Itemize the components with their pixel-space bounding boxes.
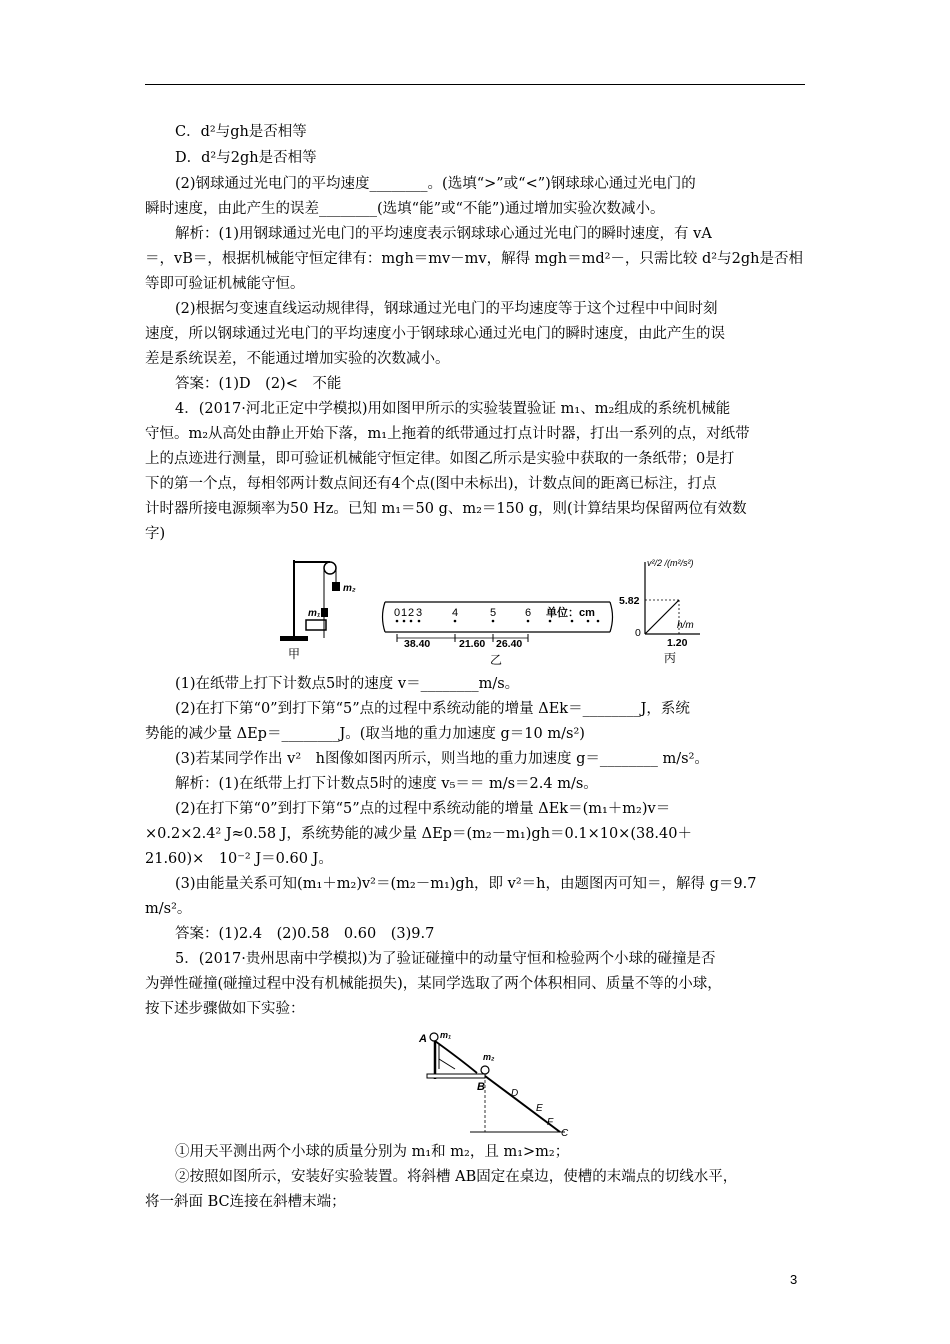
step-line: 将一斜面 BC连接在斜槽末端；	[145, 1194, 346, 1210]
x-axis-label: h/m	[677, 620, 694, 631]
y-axis-label: v²/2 /(m²/s²)	[647, 558, 694, 568]
label-A: A	[419, 1033, 427, 1045]
question-line: 瞬时速度，由此产生的误差________(选填“能”或“不能”)通过增加实验次数减小。	[145, 201, 665, 217]
pulley	[324, 562, 336, 574]
answer-line: 答案：(1)D (2)< 不能	[175, 376, 342, 392]
problem4-line: 守恒。m₂从高处由静止开始下落，m₁上拖着的纸带通过打点计时器，打出一系列的点，对纸带	[145, 426, 750, 442]
point-label: 0	[394, 607, 401, 619]
problem5-line: 为弹性碰撞(碰撞过程中没有机械能损失)，某同学选取了两个体积相同、质量不等的小球，	[145, 976, 722, 992]
label-D: D	[511, 1088, 519, 1099]
figure-bing	[615, 552, 715, 667]
question-line: (2)钢球通过光电门的平均速度________。(选填“>”或“<”)钢球球心通过光电门的	[175, 176, 696, 192]
problem4-line: 4．(2017·河北正定中学模拟)用如图甲所示的实验装置验证 m₁、m₂组成的系统机械能	[175, 401, 731, 417]
slope-AB	[435, 1041, 477, 1073]
analysis-line: 21.60)× 10⁻² J＝0.60 J。	[145, 851, 333, 867]
option-c: C．d²与gh是否相等	[175, 124, 307, 140]
label-m2: m₂	[343, 583, 356, 594]
analysis-line: (2)在打下第“0”到打下第“5”点的过程中系统动能的增量 ΔEk＝(m₁＋m₂)v＝	[175, 801, 671, 817]
figure-incline	[415, 1024, 575, 1139]
ball-m2	[481, 1066, 489, 1074]
analysis-line: 解析：(1)在纸带上打下计数点5时的速度 v₅＝＝ m/s＝2.4 m/s。	[175, 776, 598, 792]
data-line	[645, 600, 679, 634]
analysis-line: 等即可验证机械能守恒。	[145, 276, 305, 292]
label-m2: m₂	[483, 1052, 495, 1062]
distance-label: 21.60	[459, 638, 486, 650]
q-line: (2)在打下第“0”到打下第“5”点的过程中系统动能的增量 ΔEk＝________J，系统	[175, 701, 690, 717]
header-rule	[145, 84, 805, 85]
label-F: F	[547, 1117, 554, 1128]
mass-m2	[332, 582, 340, 591]
y-value: 5.82	[619, 595, 640, 607]
origin: 0	[635, 627, 641, 639]
q-line: (1)在纸带上打下计数点5时的速度 v＝________m/s。	[175, 676, 520, 692]
distance-label: 38.40	[404, 638, 431, 650]
ball-m1	[430, 1033, 438, 1041]
point-label: 2	[408, 607, 415, 619]
problem4-line: 计时器所接电源频率为50 Hz。已知 m₁＝50 g、m₂＝150 g，则(计算结果均保留两位有效数	[145, 501, 747, 517]
label-m1: m₁	[440, 1030, 452, 1040]
problem4-line: 上的点迹进行测量，即可验证机械能守恒定律。如图乙所示是实验中获取的一条纸带；0是打	[145, 451, 735, 467]
label-C: C	[561, 1128, 569, 1139]
analysis-line: 速度，所以钢球通过光电门的平均速度小于钢球球心通过光电门的瞬时速度，由此产生的误	[145, 326, 725, 342]
point-label: 3	[416, 607, 423, 619]
label-m1: m₁	[308, 608, 321, 619]
figure-jia	[270, 548, 360, 663]
analysis-line: 解析：(1)用钢球通过光电门的平均速度表示钢球球心通过光电门的瞬时速度，有 vA	[175, 226, 712, 242]
figure-yi	[380, 592, 615, 667]
point-label: 1	[401, 607, 408, 619]
mass-m1	[321, 608, 328, 617]
unit-label: 单位：cm	[546, 607, 595, 619]
label-E: E	[536, 1103, 543, 1114]
caption-yi: 乙	[490, 653, 503, 667]
analysis-line: 差是系统误差，不能通过增加实验的次数减小。	[145, 351, 450, 367]
q-line: (3)若某同学作出 v² h图像如图丙所示，则当地的重力加速度 g＝________ m/s²。	[175, 751, 709, 767]
analysis-line: ＝，vB＝，根据机械能守恒定律有：mgh＝mv－mv，解得 mgh＝md²－，只需比较 d²与2gh是否相	[145, 251, 803, 267]
point-label: 5	[490, 607, 497, 619]
step-line: ①用天平测出两个小球的质量分别为 m₁和 m₂，且 m₁>m₂；	[175, 1144, 570, 1160]
distance-label: 26.40	[496, 638, 523, 650]
analysis-line: m/s²。	[145, 901, 192, 917]
page-number: 3	[790, 1272, 798, 1287]
step-line: ②按照如图所示，安装好实验装置。将斜槽 AB固定在桌边，使槽的末端点的切线水平，	[175, 1169, 738, 1185]
timer	[306, 620, 326, 630]
analysis-line: (3)由能量关系可知(m₁＋m₂)v²＝(m₂－m₁)gh，即 v²＝h，由题图丙可知＝，解得 g＝9.7	[175, 876, 757, 892]
option-d: D．d²与2gh是否相等	[175, 150, 317, 166]
stand-base	[280, 636, 308, 641]
q-line: 势能的减少量 ΔEp＝________J。(取当地的重力加速度 g＝10 m/s²)	[145, 726, 585, 742]
analysis-line: (2)根据匀变速直线运动规律得，钢球通过光电门的平均速度等于这个过程中中间时刻	[175, 301, 718, 317]
table	[427, 1074, 485, 1078]
caption-bing: 丙	[664, 651, 677, 665]
x-value: 1.20	[667, 637, 688, 649]
answer-line: 答案：(1)2.4 (2)0.58 0.60 (3)9.7	[175, 926, 435, 942]
label-B: B	[477, 1081, 485, 1093]
caption-jia: 甲	[288, 647, 301, 661]
analysis-line: ×0.2×2.4² J≈0.58 J，系统势能的减少量 ΔEp＝(m₂－m₁)gh＝0.1×10×(38.40＋	[145, 826, 692, 842]
point-label: 6	[525, 607, 532, 619]
problem5-line: 5．(2017·贵州思南中学模拟)为了验证碰撞中的动量守恒和检验两个小球的碰撞是否	[175, 951, 716, 967]
problem4-line: 字)	[145, 526, 166, 542]
point-label: 4	[452, 607, 459, 619]
problem5-line: 按下述步骤做如下实验：	[145, 1001, 305, 1017]
problem4-line: 下的第一个点，每相邻两计数点间还有4个点(图中未标出)，计数点间的距离已标注，打点	[145, 476, 717, 492]
